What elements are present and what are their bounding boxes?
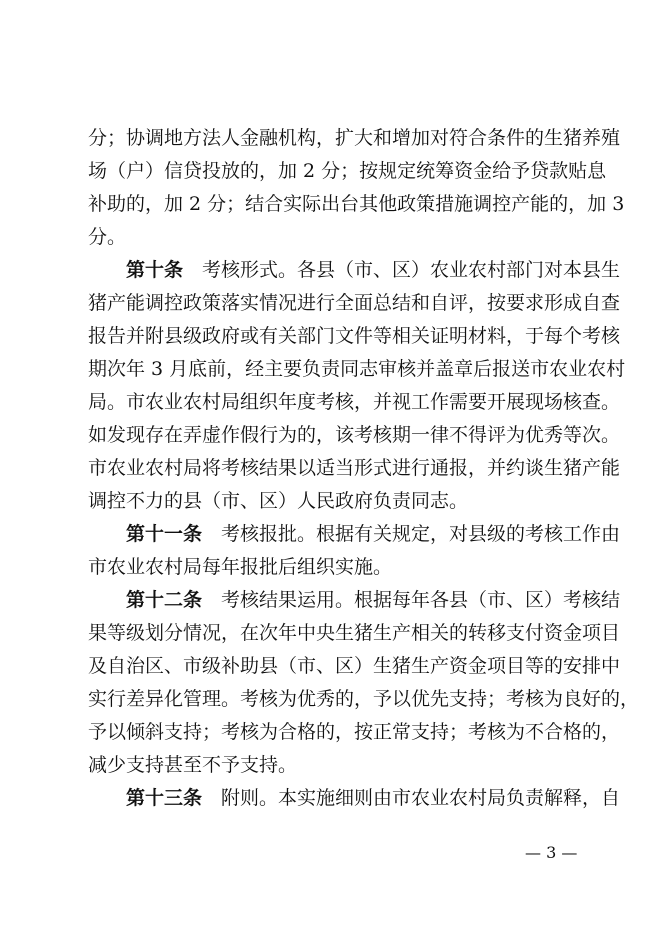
- article-gap: [202, 589, 221, 611]
- body-text-line: 局。市农业农村局组织年度考核，并视工作需要开展现场核查。: [88, 391, 621, 413]
- article-text: 附则。本实施细则由市农业农村局负责解释，自: [221, 787, 621, 809]
- body-text-line: 期次年 3 月底前，经主要负责同志审核并盖章后报送市农业农村: [88, 358, 626, 380]
- page-number: — 3 —: [525, 843, 578, 862]
- article-heading: 第十一条: [126, 523, 203, 545]
- body-text-line: 减少支持甚至不予支持。: [88, 754, 298, 776]
- article-text: 考核报批。根据有关规定，对县级的考核工作由: [221, 523, 621, 545]
- article-heading: 第十条: [126, 259, 184, 281]
- article-first-line: [126, 254, 621, 287]
- body-text-line: 分；协调地方法人金融机构，扩大和增加对符合条件的生猪养殖: [88, 127, 621, 149]
- body-text-line: 实行差异化管理。考核为优秀的，予以优先支持；考核为良好的，: [88, 688, 640, 710]
- body-text-line: 报告并附县级政府或有关部门文件等相关证明材料，于每个考核: [88, 325, 621, 347]
- body-text-line: 调控不力的县（市、区）人民政府负责同志。: [88, 490, 469, 512]
- body-text-line: 果等级划分情况，在次年中央生猪生产相关的转移支付资金项目: [88, 622, 621, 644]
- body-text-line: 分。: [88, 226, 127, 248]
- body-text-line: 场（户）信贷投放的，加 2 分；按规定统筹资金给予贷款贴息: [88, 160, 607, 182]
- body-text-line: 市农业农村局将考核结果以适当形式进行通报，并约谈生猪产能: [88, 457, 621, 479]
- article-text: 考核形式。各县（市、区）农业农村部门对本县生: [202, 259, 621, 281]
- article-heading: 第十二条: [126, 589, 203, 611]
- body-text-line: 猪产能调控政策落实情况进行全面总结和自评，按要求形成自查: [88, 292, 621, 314]
- article-first-line: [126, 782, 621, 815]
- body-text-line: 及自治区、市级补助县（市、区）生猪生产资金项目等的安排中: [88, 655, 621, 677]
- article-gap: [183, 259, 202, 281]
- article-gap: [202, 523, 221, 545]
- article-text: 考核结果运用。根据每年各县（市、区）考核结: [221, 589, 621, 611]
- body-text-line: 市农业农村局每年报批后组织实施。: [88, 556, 393, 578]
- article-gap: [202, 787, 221, 809]
- article-first-line: [126, 518, 621, 551]
- article-first-line: [126, 584, 621, 617]
- body-text-line: 补助的，加 2 分；结合实际出台其他政策措施调控产能的，加 3: [88, 193, 625, 215]
- body-text-line: 予以倾斜支持；考核为合格的，按正常支持；考核为不合格的，: [88, 721, 621, 743]
- body-text-line: 如发现存在弄虚作假行为的，该考核期一律不得评为优秀等次。: [88, 424, 621, 446]
- article-heading: 第十三条: [126, 787, 203, 809]
